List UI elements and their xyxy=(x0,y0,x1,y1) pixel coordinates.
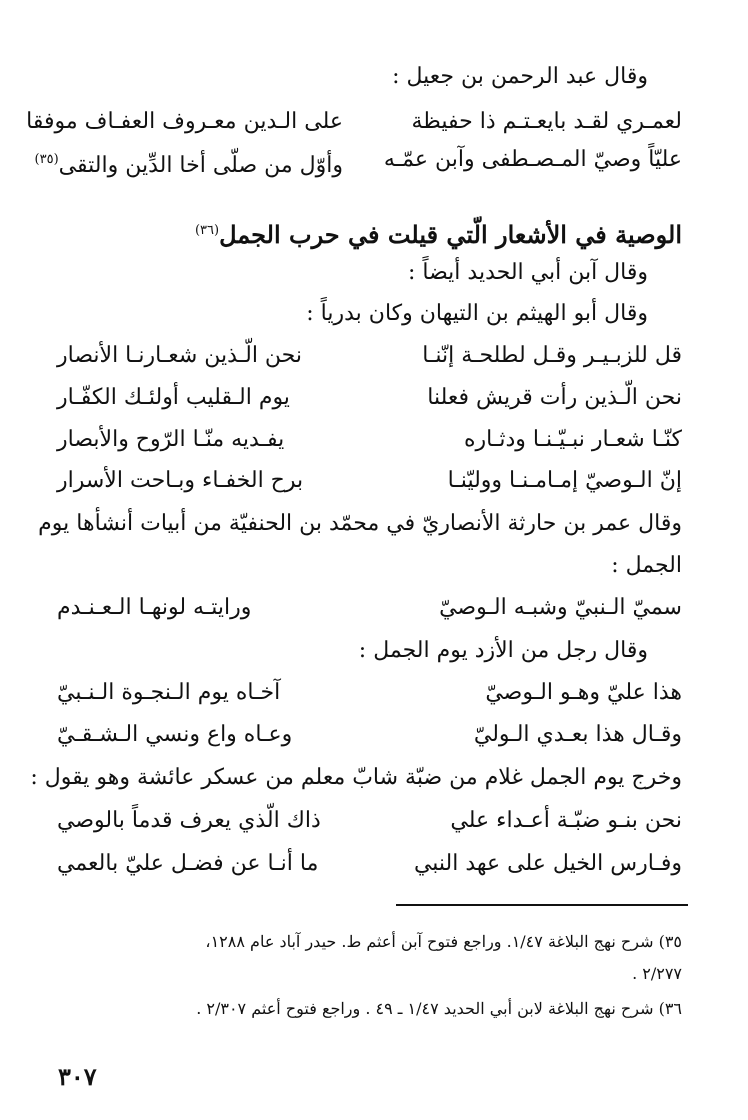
verse-second-hemistich: ذاك الّذي يعرف قدماً بالوصي xyxy=(57,808,321,833)
verse-first-hemistich: نحن الّـذين رأت قريش فعلنا xyxy=(427,385,682,410)
verse-first-hemistich: عليّاً وصيّ المـصـطفى وآبن عمّـه xyxy=(383,147,682,172)
page-number: ٣٠٧ xyxy=(58,1062,97,1091)
verse-first-hemistich: لعمـري لقـد بايعـتـم ذا حفيظة xyxy=(411,109,682,134)
poem-intro: وقال عبد الرحمن بن جعيل : xyxy=(392,64,648,89)
verse-first-hemistich: كنّـا شعـار نبـيّـنـا ودثـاره xyxy=(464,427,682,452)
prose-line: وخرج يوم الجمل غلام من ضبّة شابّ معلم من عسكر عائشة وهو يقول : xyxy=(30,765,682,790)
verse-first-hemistich: وفـارس الخيل على عهد النبي xyxy=(413,851,682,876)
verse-second-hemistich: على الـدين معـروف العفـاف موفقا xyxy=(26,109,343,134)
verse-second-hemistich: يفـديه منّـا الرّوح والأبصار xyxy=(57,427,285,452)
verse-first-hemistich: نحن بنـو ضبّـة أعـداء علي xyxy=(450,808,682,833)
section-heading xyxy=(195,216,682,250)
section-heading-text: الوصية في الأشعار الّتي قيلت في حرب الجمل xyxy=(219,220,682,249)
verse-text: وأوّل من صلّى أخا الدِّين والتقى xyxy=(58,153,343,178)
verse-first-hemistich: قل للزبـيـر وقـل لطلحـة إنّنـا xyxy=(422,343,682,368)
prose-line: وقال عمر بن حارثة الأنصاريّ في محمّد بن الحنفيّة من أبيات أنشأها يوم xyxy=(38,511,682,536)
poem-intro: وقال آبن أبي الحديد أيضاً : xyxy=(407,260,648,285)
footnote-ref-36: (٣٦) xyxy=(194,223,220,238)
verse-first-hemistich: وقـال هذا بعـدي الـوليّ xyxy=(473,722,682,747)
footnote-separator xyxy=(396,904,688,906)
footnote-35-continued: ٢/٢٧٧ . xyxy=(632,964,682,983)
poem-intro: وقال أبو الهيثم بن التيهان وكان بدرياً : xyxy=(306,301,648,326)
verse-first-hemistich: إنّ الـوصيّ إمـامـنـا ووليّنـا xyxy=(447,468,682,493)
verse-second-hemistich: يوم الـقليب أولئـك الكفّـار xyxy=(57,385,290,410)
verse-second-hemistich: آخـاه يوم الـنجـوة الـنـبيّ xyxy=(57,680,281,705)
verse-second-hemistich xyxy=(34,145,343,181)
verse-second-hemistich: برح الخفـاء وبـاحت الأسرار xyxy=(57,468,304,493)
verse-second-hemistich: وعـاه واع ونسي الـشـقـيّ xyxy=(57,722,293,747)
prose-line: الجمل : xyxy=(611,553,682,578)
verse-first-hemistich: سميّ الـنبيّ وشبـه الـوصيّ xyxy=(439,595,682,620)
verse-second-hemistich: نحن الّـذين شعـارنـا الأنصار xyxy=(57,343,303,368)
footnote-35: ٣٥) شرح نهج البلاغة ١/٤٧. وراجع فتوح آبن أعثم ط. حيدر آباد عام ١٢٨٨، xyxy=(205,932,682,951)
verse-first-hemistich: هذا عليّ وهـو الـوصيّ xyxy=(485,680,682,705)
poem-intro: وقال رجل من الأزد يوم الجمل : xyxy=(358,638,648,663)
footnote-ref-35: (٣٥) xyxy=(34,152,59,167)
verse-second-hemistich: ما أنـا عن فضـل عليّ بالعمي xyxy=(57,851,319,876)
footnote-36: ٣٦) شرح نهج البلاغة لابن أبي الحديد ١/٤٧ ـ ٤٩ . وراجع فتوح أعثم ٢/٣٠٧ . xyxy=(196,999,682,1018)
verse-second-hemistich: ورايتـه لونهـا الـعـنـدم xyxy=(57,595,252,620)
